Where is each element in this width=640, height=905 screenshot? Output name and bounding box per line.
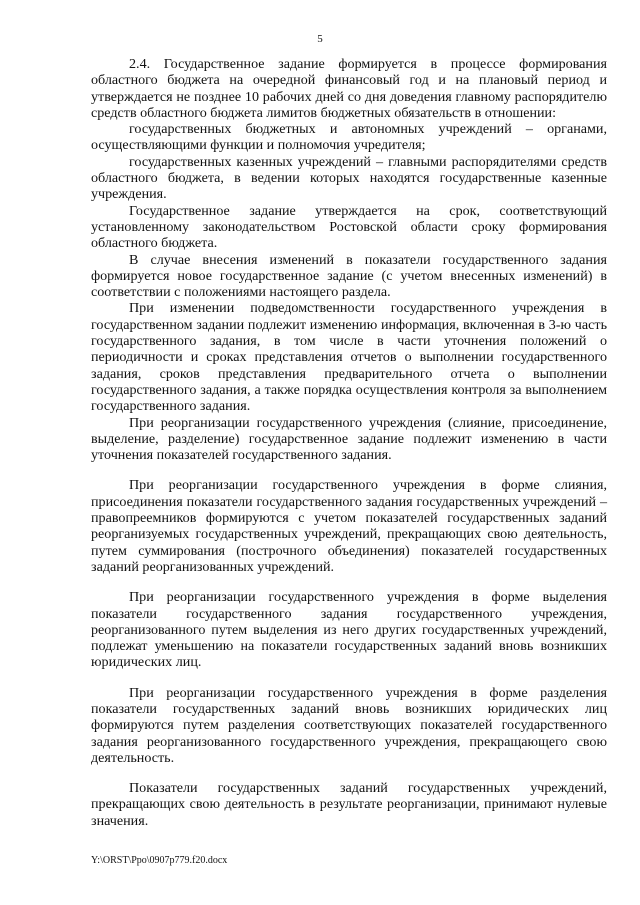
paragraph-spin-off: При реорганизации государственного учреждения в форме выделения показатели государственного задания государственного учреждения, реорганизованного путем выделения из него других государственных учреждений, подлежат уменьшению на показатели государственных заданий вновь возникших юридических лиц. — [91, 589, 607, 671]
document-body — [91, 56, 607, 829]
paragraph-approval-term: Государственное задание утверждается на срок, соответствующий установленному законодательством Ростовской области сроку формирования областного бюджета. — [91, 202, 607, 252]
paragraph-budget-autonomous: государственных бюджетных и автономных учреждений – органами, осуществляющими функции и полномочия учредителя; — [91, 121, 607, 154]
paragraph-merger: При реорганизации государственного учреждения в форме слияния, присоединения показатели государственного задания государственных учреждений – правопреемников формируются с учетом показателей государственных заданий реорганизуемых государственных учреждений, прекращающих свою деятельность, путем суммирования (построчного объединения) показателей государственных заданий реорганизованных учреждений. — [91, 477, 607, 575]
paragraph-2-4-intro: 2.4. Государственное задание формируется в процессе формирования областного бюджета на очередной финансовый год и на плановый период и утверждается не позднее 10 рабочих дней со дня доведения главному распорядителю средств областного бюджета лимитов бюджетных обязательств в отношении: — [91, 56, 607, 121]
paragraph-division: При реорганизации государственного учреждения в форме разделения показатели государственных заданий вновь возникших юридических лиц формируются путем разделения соответствующих показателей государственного задания реорганизованного государственного учреждения, прекращающего свою деятельность. — [91, 684, 607, 766]
file-path-footer: Y:\ORST\Ppo\0907p779.f20.docx — [91, 855, 228, 866]
spacer — [91, 575, 607, 589]
page-number: 5 — [317, 33, 323, 45]
paragraph-treasury-institutions: государственных казенных учреждений – главными распорядителями средств областного бюджета, в ведении которых находятся государственные казенные учреждения. — [91, 153, 607, 203]
paragraph-subordination-change: При изменении подведомственности государственного учреждения в государственном задании подлежит изменению информация, включенная в 3-ю часть государственного задания, в том числе в части уточнения положений о периодичности и сроках представления отчетов о выполнении государственного задания, сроков представления предварительного отчета о выполнении государственного задания, а также порядка осуществления контроля за выполнением государственного задания. — [91, 300, 607, 415]
paragraph-reorganization: При реорганизации государственного учреждения (слияние, присоединение, выделение, разделение) государственное задание подлежит изменению в части уточнения показателей государственного задания. — [91, 414, 607, 464]
paragraph-zero-values: Показатели государственных заданий государственных учреждений, прекращающих свою деятельность в результате реорганизации, принимают нулевые значения. — [91, 780, 607, 829]
paragraph-changes: В случае внесения изменений в показатели государственного задания формируется новое государственное задание (с учетом внесенных изменений) в соответствии с положениями настоящего раздела. — [91, 251, 607, 301]
spacer — [91, 463, 607, 477]
spacer — [91, 671, 607, 685]
spacer — [91, 766, 607, 780]
